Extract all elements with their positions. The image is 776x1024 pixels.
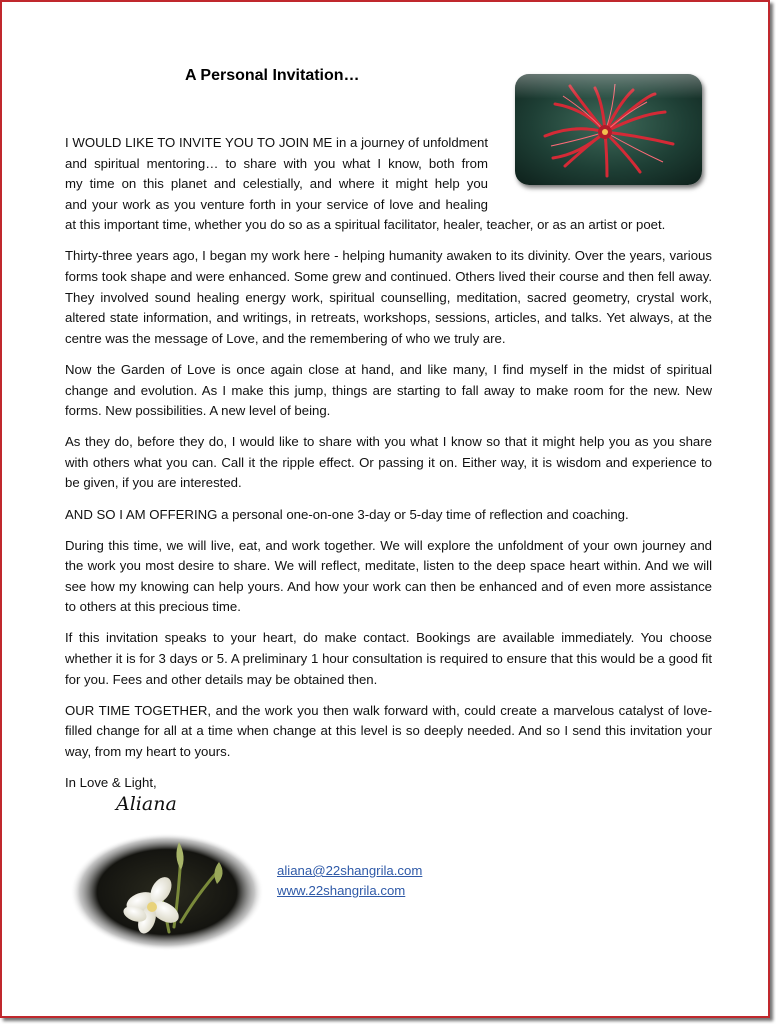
white-flower-image bbox=[69, 832, 265, 952]
email-link[interactable]: aliana@22shangrila.com bbox=[277, 863, 423, 878]
body-paragraph: If this invitation speaks to your heart, do make contact. Bookings are available immediately. You choose whether it is for 3 days or 5. A preliminary 1 hour consultation is required to ensure that this would be a good fit for you. Fees and other details may be obtained then. bbox=[65, 630, 712, 687]
website-link[interactable]: www.22shangrila.com bbox=[277, 883, 406, 898]
intro-line: and spiritual mentoring… to share with you what I know, both from bbox=[65, 155, 488, 171]
body-paragraph: During this time, we will live, eat, and work together. We will explore the unfoldment of your own journey and the work you most desire to share. We will reflect, meditate, listen to the deep space heart within. And we will see how my knowing can help yours. And how your work can then be enhanced and of even more assistance to others at this precious time. bbox=[65, 537, 712, 615]
body-paragraph: Now the Garden of Love is once again close at hand, and like many, I find myself in the midst of spiritual change and evolution. As I make this jump, things are starting to fall away to make room for the new. New forms. New possibilities. A new level of being. bbox=[65, 361, 712, 419]
contact-links bbox=[277, 861, 422, 901]
body-paragraph: Thirty-three years ago, I began my work here - helping humanity awaken to its divinity. Over the years, various forms took shape and were enhanced. Some grew and continued. Others lived their course and then fell away. They involved sound healing energy work, spiritual counselling, meditation, sacred geometry, crystal work, altered state information, and writings, in retreats, workshops, sessions, articles, and talks. Yet always, at the centre was the message of Love, and the remembering of who we truly are. bbox=[65, 248, 712, 346]
body-paragraph: As they do, before they do, I would like to share with you what I know so that it might help you as you share with others what you can. Call it the ripple effect. Or passing it on. Either way, it is wisdom and experience to be given, if you are interested. bbox=[65, 434, 712, 491]
intro-line: I WOULD LIKE TO INVITE YOU TO JOIN ME in a journey of unfoldment bbox=[65, 135, 488, 150]
letter-body bbox=[65, 133, 712, 794]
intro-line: at this important time, whether you do so as a spiritual facilitator, healer, teacher, or as an artist or poet. bbox=[65, 217, 666, 233]
white-flower-photo bbox=[69, 832, 265, 952]
intro-paragraph bbox=[65, 133, 712, 236]
intro-line: my time on this planet and celestially, and where it might help you bbox=[65, 176, 488, 192]
page-title: A Personal Invitation… bbox=[185, 67, 360, 84]
body-paragraph: OUR TIME TOGETHER, and the work you then walk forward with, could create a marvelous catalyst of love-filled change for all at a time when change at this level is so deeply needed. And so I send this invitation your way, from my heart to yours. bbox=[65, 702, 712, 759]
signoff: In Love & Light, bbox=[65, 775, 157, 791]
intro-line: and your work as you venture forth in your service of love and healing bbox=[65, 196, 488, 212]
signature: Aliana bbox=[116, 793, 177, 815]
body-paragraph: AND SO I AM OFFERING a personal one-on-one 3-day or 5-day time of reflection and coaching. bbox=[65, 506, 629, 522]
